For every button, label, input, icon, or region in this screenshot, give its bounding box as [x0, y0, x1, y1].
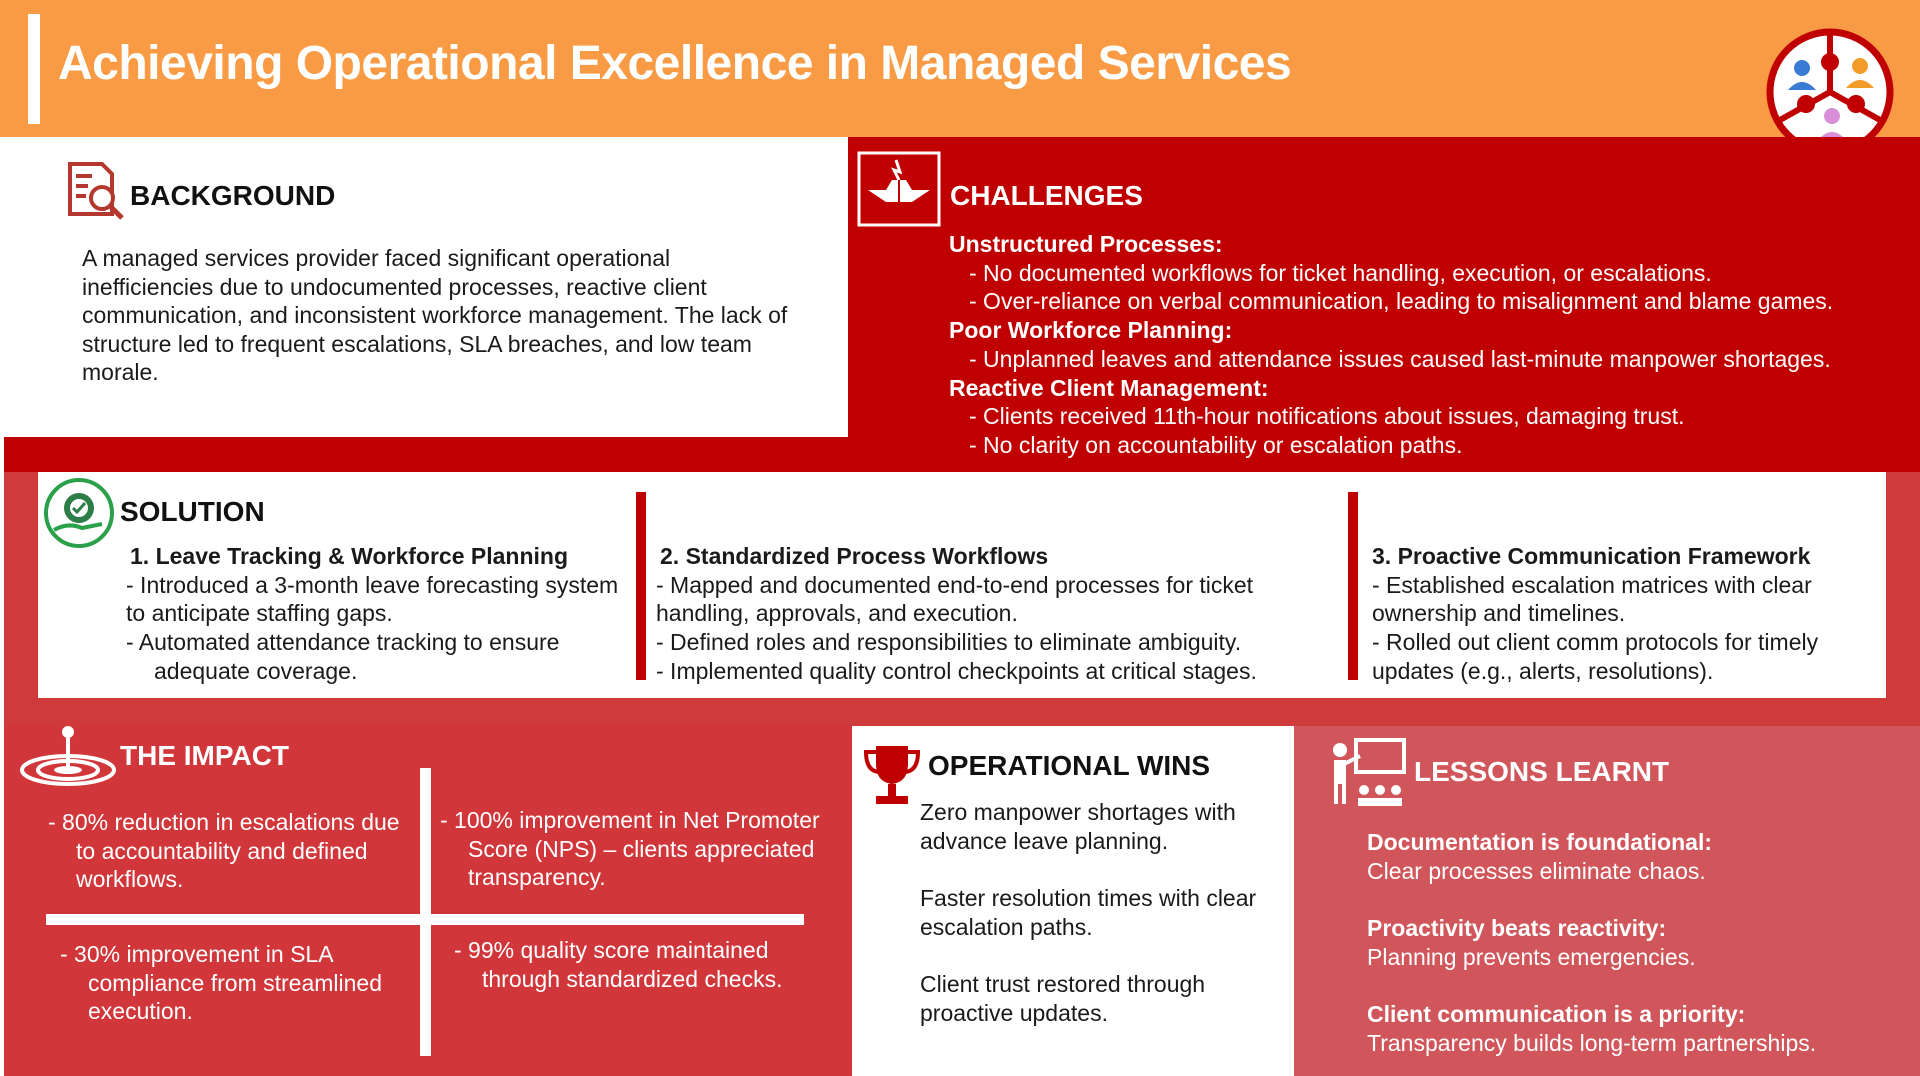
puzzle-people-icon: [1758, 20, 1903, 155]
solution-column-title: 2. Standardized Process Workflows: [660, 543, 1049, 569]
page-title: Achieving Operational Excellence in Managed Services: [58, 37, 1292, 90]
solution-item: - Established escalation matrices with clear ownership and timelines.: [1372, 571, 1812, 627]
solution-item: - Automated attendance tracking to ensure adequate coverage.: [126, 629, 560, 684]
wins-item: Faster resolution times with clear escalation paths.: [920, 885, 1257, 940]
solution-title: SOLUTION: [120, 496, 265, 527]
target-splash-icon: [18, 724, 118, 788]
solution-item: - Defined roles and responsibilities to eliminate ambiguity.: [656, 629, 1242, 656]
lessons-title: LESSONS LEARNT: [1414, 756, 1670, 787]
challenge-item: - No clarity on accountability or escalation paths.: [969, 431, 1463, 458]
solution-column-title: 1. Leave Tracking & Workforce Planning: [130, 543, 568, 569]
teacher-board-icon: [1326, 736, 1408, 810]
challenge-heading: Poor Workforce Planning:: [949, 317, 1233, 344]
trophy-icon: [862, 742, 922, 810]
wins-title: OPERATIONAL WINS: [928, 750, 1211, 781]
challenge-item: - Over-reliance on verbal communication, leading to misalignment and blame games.: [969, 288, 1834, 315]
lesson-heading: Proactivity beats reactivity:: [1367, 915, 1667, 941]
background-text: A managed services provider faced significant operational inefficiencies due to undocumented processes, reactive client communication, and inconsistent workforce management. The lack of structure led to frequent escalations, SLA breaches, and low team morale.: [82, 245, 788, 385]
background-title: BACKGROUND: [130, 180, 336, 211]
solution-column-2: [656, 542, 1336, 686]
wins-item: Zero manpower shortages with advance leave planning.: [920, 799, 1236, 854]
solution-item: - Rolled out client comm protocols for timely updates (e.g., alerts, resolutions).: [1372, 629, 1819, 684]
lesson-item: [1367, 914, 1907, 971]
challenges-title: CHALLENGES: [950, 180, 1143, 211]
document-search-icon: [66, 160, 128, 224]
impact-item: - 80% reduction in escalations due to accountability and defined workflows.: [48, 809, 400, 893]
lesson-item: [1367, 1000, 1907, 1057]
gear-hand-icon: [42, 476, 116, 550]
lesson-text: Transparency builds long-term partnerships.: [1367, 1029, 1817, 1056]
solution-column-title: 3. Proactive Communication Framework: [1372, 543, 1811, 569]
solution-item: - Introduced a 3-month leave forecasting system to anticipate staffing gaps.: [126, 571, 619, 627]
clenched-fist-icon: [856, 150, 942, 228]
lesson-text: Clear processes eliminate chaos.: [1367, 857, 1706, 884]
challenge-item: - Unplanned leaves and attendance issues caused last-minute manpower shortages.: [969, 345, 1831, 372]
challenge-heading: Unstructured Processes:: [949, 231, 1223, 257]
header-accent-bar: [28, 14, 40, 124]
impact-title: THE IMPACT: [120, 740, 290, 771]
solution-item: - Implemented quality control checkpoints at critical stages.: [656, 657, 1257, 684]
impact-divider-horizontal: [46, 914, 804, 925]
impact-item: - 99% quality score maintained through standardized checks.: [454, 937, 783, 992]
red-band: [4, 437, 848, 472]
challenge-item: - No documented workflows for ticket handling, execution, or escalations.: [969, 259, 1712, 286]
lesson-item: [1367, 828, 1907, 885]
solution-divider: [636, 492, 646, 680]
wins-item: Client trust restored through proactive updates.: [920, 971, 1206, 1026]
solution-column-3: [1372, 542, 1872, 686]
lesson-heading: Client communication is a priority:: [1367, 1001, 1746, 1027]
challenges-list: [949, 230, 1909, 460]
lesson-text: Planning prevents emergencies.: [1367, 943, 1696, 970]
solution-divider: [1348, 492, 1358, 680]
impact-item: - 30% improvement in SLA compliance from streamlined execution.: [60, 941, 383, 1025]
solution-column-1: [126, 542, 626, 686]
impact-item: - 100% improvement in Net Promoter Score (NPS) – clients appreciated transparency.: [440, 807, 820, 891]
solution-item: - Mapped and documented end-to-end processes for ticket handling, approvals, and execution.: [656, 571, 1254, 627]
challenge-heading: Reactive Client Management:: [949, 374, 1269, 401]
lesson-heading: Documentation is foundational:: [1367, 829, 1712, 855]
impact-divider-vertical: [420, 768, 431, 1056]
challenge-item: - Clients received 11th-hour notifications about issues, damaging trust.: [969, 403, 1685, 430]
header-banner: [0, 0, 1920, 137]
